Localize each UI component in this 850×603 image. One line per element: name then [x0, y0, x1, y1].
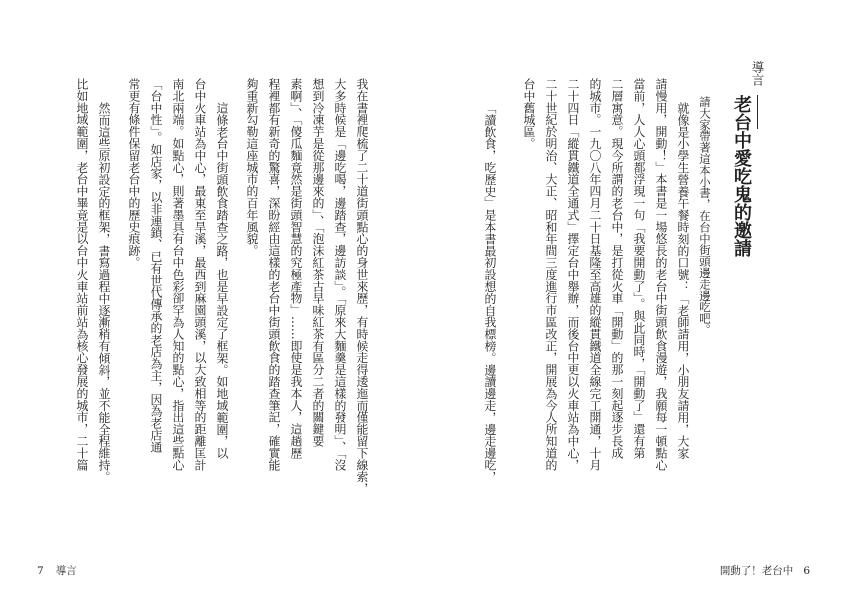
- text-column: 我在書裡爬梳了二十道街頭點心的身世來歷，有時候走得逶迤而僅能留下線索，: [355, 78, 369, 495]
- text-column: 素啊」、「傻瓜麵竟然是街頭智慧的究極產物」……即使是我本人，這趟歷: [289, 78, 303, 459]
- right-page: [425, 0, 850, 603]
- text-column: 比如地域範圍，老台中畢竟是以台中火車站前站為核心發展的城市，二十篇: [75, 78, 89, 471]
- running-head: 導言: [55, 565, 77, 577]
- section-rule: [757, 95, 758, 129]
- chapter-lead: 請大家帶著這本小書，在台中街頭邊走邊吃吧。: [698, 96, 712, 336]
- text-column: 程裡都有新奇的驚喜，深盼經由這樣的老台中街頭飲食的踏查筆記，確實能: [267, 78, 281, 471]
- section-label: 導言: [750, 61, 765, 86]
- text-column: 請慢用，開動！」本書是一場悠長的老台中街頭飲食漫遊，我願每一頓點心: [654, 78, 668, 471]
- paragraph: [518, 78, 694, 478]
- text-column: 常更有條件保留老台中的歷史痕跡。: [127, 78, 141, 269]
- text-column: 夠重新勾勒這座城市的百年風貌。: [245, 78, 259, 257]
- text-column: 這條老台中街頭飲食踏查之路，也是早設定了框架。如地域範圍，以: [215, 101, 229, 459]
- text-column: 「讀飲食，吃歷史」是本書最初設想的自我標榜。邊讀邊走，邊走邊吃，: [483, 101, 497, 483]
- paragraph: [71, 78, 115, 483]
- text-column: 然而這些原初設定的框架，書寫過程中逐漸稍有傾斜，並不能全程維持。: [97, 101, 111, 483]
- text-column: 就像是小學生營養午餐時刻的口號：「老師請用，小朋友請用，大家: [676, 101, 690, 459]
- right-page-body: [465, 78, 694, 483]
- text-column: 的城市。一九〇八年四月二十日基隆至高雄的縱貫鐵道全線完工開通，十月: [588, 78, 602, 471]
- text-column: 二層寓意。現今所謂的老台中，是打從火車「開動」的那一刻起逐步長成: [610, 78, 624, 459]
- text-column: 南北兩端。如點心，則著墨具有台中色彩卻罕為人知的點心，指出這些點心: [171, 78, 185, 471]
- text-column: 台中舊城區。: [522, 78, 536, 150]
- chapter-title: 老台中愛吃鬼的邀請: [731, 95, 752, 257]
- paragraph: [479, 78, 501, 483]
- text-column: 想到冷凍芋是從那邊來的」、「泡沫紅茶古早味紅茶有區分二者的關鍵要: [311, 78, 325, 447]
- left-page-footer: [37, 564, 77, 578]
- paragraph: [241, 78, 373, 495]
- text-column: 大多時候是「邊吃喝，邊踏查，邊訪談」。「原來大麵羹是這樣的發明」、「沒: [333, 78, 347, 471]
- right-page-footer: [720, 564, 810, 578]
- page-number: 7: [37, 565, 44, 577]
- text-column: 「台中性」。如店家，以非連鎖、已有世代傳承的老店為主，因為老店通: [149, 78, 163, 453]
- paragraph: [123, 78, 233, 478]
- text-column: 二十四日「縱貫鐵道全通式」擇定台中舉辦，而後台中更以火車站為中心，: [566, 78, 580, 471]
- text-column: 台中火車站為中心，最東至旱溪，最西到麻園頭溪，以大致相等的距離匡計: [193, 78, 207, 471]
- left-page-body: [40, 78, 373, 495]
- running-head: 開動了！老台中: [719, 565, 794, 577]
- page-number: 6: [803, 565, 810, 577]
- text-column: 當前，人人心頭都浮現一句「我要開動了」。與此同時，「開動了」還有第: [632, 78, 646, 459]
- text-column: 二十世紀於明治、大正、昭和年間三度進行市區改正，開展為今人所知道的: [544, 78, 558, 471]
